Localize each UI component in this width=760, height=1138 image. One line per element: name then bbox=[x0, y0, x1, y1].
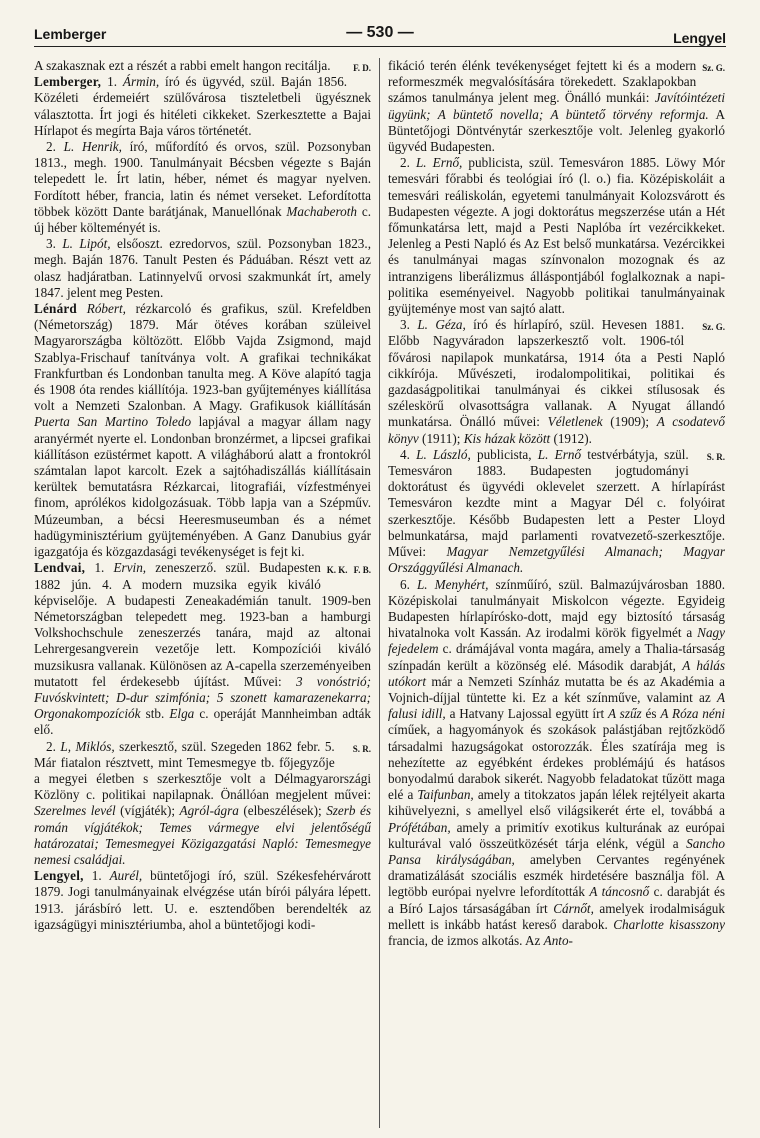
entry-italic-text: Magyar Nemzetgyűlési Almanach; Magyar Országgyűlési Almanach. bbox=[388, 544, 725, 576]
entry-text: stb. bbox=[140, 706, 170, 722]
entry-paragraph bbox=[388, 155, 725, 317]
entry-italic-text: A táncosnő bbox=[589, 884, 650, 900]
entry-paragraph bbox=[388, 577, 725, 950]
author-signature: Sz. G. bbox=[702, 322, 725, 333]
entry-text: c. darabját és a Bíró Lajos társaságában írt bbox=[388, 884, 725, 916]
entry-italic-text: Sancho Pansa királyságában, bbox=[388, 835, 725, 867]
entry-text: 1. bbox=[91, 868, 110, 884]
entry-text: c. drámájával vonta magára, amely a Thalia-társaság színpadán került a közönség elé. Második darabját, bbox=[388, 641, 725, 673]
page-header bbox=[34, 22, 726, 47]
page-number: — 530 — bbox=[346, 24, 414, 41]
entry-text: testvérbátyja, szül. Temesváron 1883. Budapesten jogtudományi doktorátust és ügyvédi oklevelet szerzett. A hírlapírást Temesváron kezdte mint a Magyar Dél c. folyóirat szerkesztője. Később Budapesten lett a Pester Lloyd belmunkatársa, majd parlamenti rovatvezető-szerkesztője. Művei: bbox=[388, 446, 725, 560]
entry-text: amely a titokzatos japán lélek rejtélyeit akarta kihüvelyezni, s amellyel első világsikerét érte el, továbbá a bbox=[388, 787, 725, 819]
author-signature: K. K. bbox=[326, 565, 348, 576]
entry-italic-text: Ervin, bbox=[113, 560, 147, 576]
entry-italic-text: Elga bbox=[169, 706, 195, 722]
entry-italic-text: Puerta San Martino Toledo bbox=[34, 414, 192, 430]
entry-text: és bbox=[641, 706, 661, 722]
entry-text: amelyek irodalmiságuk mellett is inkább hatást kereső darabok. bbox=[388, 900, 725, 932]
entry-italic-text: 3 vonóstrió; Fuvóskvintett; D-dur szimfónia; 5 szonett kamarazenekarra; Orgonakompozíciók bbox=[34, 673, 371, 722]
entry-headword: Lengyel, bbox=[34, 868, 92, 884]
entry-paragraph bbox=[34, 739, 371, 869]
entry-italic-text: A hálás utókort bbox=[388, 657, 725, 689]
entry-text: 4. bbox=[400, 446, 417, 462]
entry-headword: Lénárd bbox=[34, 301, 87, 317]
entry-text: (1909); bbox=[602, 414, 657, 430]
entry-paragraph bbox=[34, 139, 371, 236]
entry-text: író, műfordító és orvos, szül. Pozsonyban 1813., megh. 1900. Tanulmányait Bécsben végezte s Baján telepedett le. Írt latin, héber, német és magyar nyelven. Fordított héber, francia, latin és német verseket. Lefordította többek között Dante barátjának, Manuellónak bbox=[34, 139, 371, 219]
entry-paragraph bbox=[34, 301, 371, 560]
entry-italic-text: A csodatevő könyv bbox=[388, 414, 725, 446]
entry-text: amelyben Cervantes regényének dramatizálását szociális eszmék hirdetésére basználja föl. A legtöbb európai nyelvre lefordították bbox=[388, 851, 725, 900]
entry-italic-text: Szerb és román vígjátékok; Temes vármegye elvi jelentőségű határozatai; Temesmegyei Közigazgatási Napló: Temesmegye nemesi családjai. bbox=[34, 803, 371, 867]
entry-text: A szakasznak ezt a részét a rabbi emelt hangon recitálja. bbox=[34, 58, 331, 73]
entry-italic-text: Cárnőt, bbox=[553, 900, 594, 916]
author-signature: Sz. G. bbox=[702, 63, 725, 73]
entry-text: már a Nemzeti Színház mutatta be és az Akadémia a Vojnich-díjjal tüntette ki. Ez a két színműve, valamint az bbox=[388, 673, 725, 705]
entry-italic-text: Róbert, bbox=[86, 301, 126, 317]
entry-text: (1911); bbox=[418, 430, 464, 446]
entry-headword: Lendvai, bbox=[34, 560, 95, 576]
entry-italic-text: Anto- bbox=[543, 932, 573, 948]
entry-italic-text: Nagy fejedelem bbox=[388, 625, 725, 657]
author-signature: F. D. bbox=[353, 63, 371, 73]
entry-italic-text: Taifunban, bbox=[417, 787, 474, 803]
entry-text: 3. bbox=[400, 317, 418, 333]
entry-text: (1912). bbox=[550, 430, 592, 446]
entry-text: lapjával a magyar állam nagy aranyérmét nyerte el. Londonban bronzérmet, a lipcsei grafikai kiállításon ezüstérmet kapott. A világháború alatt a frontokról számtalan lapot karcolt. Ezek a sajtóhadiszállás kiállításain kerültek bemutatásra Rézkarcai, litografiái, vízfestményei finom, aprólékos kidolgozásuak. Több lapja van a Szépműv. Múzeumban, a bécsi Heeresmuseumban és a német hadügyminisztérium gyüjteményében. A Ganz Danubius gyár igazgatója és közgazdasági tevékenységet is fejt ki. bbox=[34, 414, 371, 560]
author-signature: S. R. bbox=[352, 743, 371, 754]
entry-italic-text: Javítóintézeti ügyünk; A büntető novella; A büntető törvény reformja. bbox=[388, 90, 725, 122]
entry-text: elsőoszt. ezredorvos, szül. Pozsonyban 1823., megh. Baján 1876. Tanult Pesten és Páduában. Részt vett az olasz hadjáratban. Latinnyelvű orvosi szakmunkát írt, amely 1847. jelent meg Pesten. bbox=[34, 236, 371, 300]
entry-headword: Lemberger, bbox=[34, 74, 108, 90]
right-column bbox=[388, 58, 725, 1128]
entry-italic-text: Aurél, bbox=[109, 868, 143, 884]
entry-paragraph bbox=[388, 58, 725, 155]
entry-italic-text: Kis házak között bbox=[463, 430, 551, 446]
entry-italic-text: A szűz bbox=[608, 706, 642, 722]
entry-text: publicista, bbox=[470, 446, 538, 462]
entry-paragraph bbox=[34, 58, 371, 74]
entry-text: 2. bbox=[400, 155, 416, 171]
entry-text: zeneszerző. szül. Budapesten 1882 jún. 4. A modern muzsika egyik kiváló képviselője. A budapesti Zeneakadémián tanult. 1909-ben Németországban telepedett meg. 1923-ban a hamburgi Volkshochschule zeneszerzés tanára, majd az altonai Lehrergesangverein vezetője lett. Kompozíciói kiváló muzsikusra vallanak. Különösen az A-capella szerzeményeiben mutatott fel érdekesebb újítást. Művei: bbox=[34, 560, 371, 689]
entry-italic-text: A falusi idill, bbox=[388, 689, 725, 722]
entry-text: (vígjáték); bbox=[115, 803, 180, 819]
entry-paragraph bbox=[34, 560, 371, 738]
entry-text: rézkarcoló és grafikus, szül. Krefeldben (Németország) 1879. Már ötéves korában szüleivel Magyarországba költözött. Előbb Vajda Zsigmond, majd Szablya-Frischauf tanítványa volt. A grafikai technikákat Frankfurtban és Londonban tanulta meg. A Köve alapító tagja és 1908 óta rendes kiállítója. 1923-ban gyűjteményes kiállítása volt a Nemzeti Szalonban. A Magy. Grafikusok kiállításán bbox=[34, 301, 371, 414]
entry-text: címűek, a hagyományok és szokások palástjában rejtőzködő társadalmi hazugságokat ostorozzák. Éles szatírája meg is nehezítette az egyébként érdekes problémájú és hatásos bonyodalmú darabok sikerét. Nagyobb feladatokat tűzött maga elé a bbox=[388, 722, 725, 803]
entry-paragraph bbox=[34, 74, 371, 139]
entry-italic-text: Ármin, bbox=[122, 74, 160, 90]
entry-italic-text: L. Henrik, bbox=[63, 139, 122, 155]
entry-text: amely a primitív exotikus kulturának az európai kulturával való összeütközését tárja elénk, végül a bbox=[388, 819, 725, 851]
entry-text: író és hírlapíró, szül. Hevesen 1881. Előbb Nagyváradon lapszerkesztő volt. 1906-tól fővárosi napilapok munkatársa, 1914 óta a Pesti Napló cikkírója. Művészeti, irodalompolitikai, politikai és gazdaságpolitikai tanulmányai és cikkei stílusosak és széleskörű olvasottságra vallanak. A Nyugat állandó munkatársa. Önálló művei: bbox=[388, 317, 725, 430]
entry-text: író és ügyvéd, szül. Baján 1856. Közéleti érdemeiért szülővárosa tiszteletbeli ügyésznek választotta. Írt jogi és hitéleti cikkeket. Szerkesztette a Bajai Hírlapot és megírta Baja város történetét. bbox=[34, 74, 371, 138]
entry-paragraph bbox=[34, 868, 371, 933]
header-left-keyword: Lemberger bbox=[34, 26, 107, 42]
entry-text: fikáció terén élénk tevékenységet fejtett ki és a modern reformeszmék megvalósítására törekedett. Szaklapokban számos tanulmánya jelent meg. Önálló munkái: bbox=[388, 58, 697, 106]
entry-italic-text: Machaberoth bbox=[286, 203, 357, 219]
entry-text: 1. bbox=[107, 74, 123, 90]
entry-paragraph bbox=[388, 447, 725, 577]
entry-text: (elbeszélések); bbox=[238, 803, 327, 819]
entry-italic-text: L. Lipót, bbox=[62, 236, 111, 252]
entry-paragraph bbox=[34, 236, 371, 301]
entry-text: 2. bbox=[46, 139, 64, 155]
entry-italic-text: L, Miklós, bbox=[60, 738, 115, 754]
entry-italic-text: L. Menyhért, bbox=[416, 576, 489, 592]
entry-italic-text: L. Géza, bbox=[417, 317, 466, 333]
entry-text: c. operáját Mannheimban adták elő. bbox=[34, 706, 371, 738]
entry-text: a Hatvany Lajossal együtt írt bbox=[445, 706, 609, 722]
entry-italic-text: Charlotte kisasszony bbox=[613, 916, 725, 932]
author-signature: S. R. bbox=[706, 451, 725, 462]
left-column bbox=[34, 58, 371, 1128]
entry-italic-text: L. Ernő bbox=[537, 446, 582, 462]
column-divider bbox=[379, 58, 380, 1128]
entry-text: 6. bbox=[400, 576, 417, 592]
entry-italic-text: L. László, bbox=[416, 446, 471, 462]
entry-italic-text: Agról-ágra bbox=[179, 803, 239, 819]
entry-text: francia, de izmos alkotás. Az bbox=[388, 932, 544, 948]
author-signature: F. B. bbox=[353, 565, 371, 576]
entry-italic-text: Prófétában, bbox=[388, 819, 451, 835]
entry-italic-text: Szerelmes levél bbox=[34, 803, 116, 819]
entry-italic-text: L. Ernő, bbox=[415, 155, 463, 171]
entry-text: szerkesztő, szül. Szegeden 1862 febr. 5. Már fiatalon résztvett, mint Temesmegye tb. főjegyzője a megyei életben s szerkesztője volt a Délmagyarországi Közlöny c. politikai napilapnak. Önállóan megjelent művei: bbox=[34, 738, 371, 803]
entry-text: 3. bbox=[46, 236, 63, 252]
entry-text: 2. bbox=[46, 738, 61, 754]
entry-text: publicista, szül. Temesváron 1885. Löwy Mór temesvári főrabbi és teológiai író (l. o.) fia. Középiskoláit a temesvári reáliskolán, egyetemi tanulmányait Kolozsvárott és Budapesten végezte. A jogi doktorátus megszerzése után a Hét főmunkatársa lett, majd a Pesti Naplóba írt vezércikkeket. Jelenleg a Pesti Napló és Az Est belső munkatársa. Vezércikkei és tanulmányai magas színvonalon mozognak és az intranzigens liberálizmus álláspontjából foglalkoznak a napi-politika eseményeivel. Nagyobb politikai tanulmányainak gyüjteménye most van sajtó alatt. bbox=[388, 155, 725, 317]
entry-text: büntetőjogi író, szül. Székesfehérvárott 1879. Jogi tanulmányainak elvégzése után bírói pályára lépett. 1913. járásbíró lett. U. e. esztendőben berendelték az igazságügyi minisztériumba, ahol a büntetőjogi kodi- bbox=[34, 868, 371, 932]
entry-text: c. új héber költeményét is. bbox=[34, 203, 371, 236]
entry-paragraph bbox=[388, 317, 725, 447]
entry-text: A Büntetőjogi Döntvénytár szerkesztője volt. Jelenleg gyakorló ügyvéd Budapesten. bbox=[388, 106, 725, 155]
entry-italic-text: Véletlenek bbox=[547, 414, 603, 430]
entry-text: 1. bbox=[94, 560, 114, 576]
header-right-keyword: Lengyel bbox=[673, 30, 726, 46]
entry-italic-text: A Róza néni bbox=[660, 706, 725, 722]
entry-text: színműíró, szül. Balmazújvárosban 1880. Középiskolai tanulmányait Miskolcon végezte. Egyideig Budapesten hírlapírósko-dott, majd egy biztosító társaság hivatalnoka volt Kassán. Az irodalmi körök figyelmét a bbox=[388, 576, 725, 641]
